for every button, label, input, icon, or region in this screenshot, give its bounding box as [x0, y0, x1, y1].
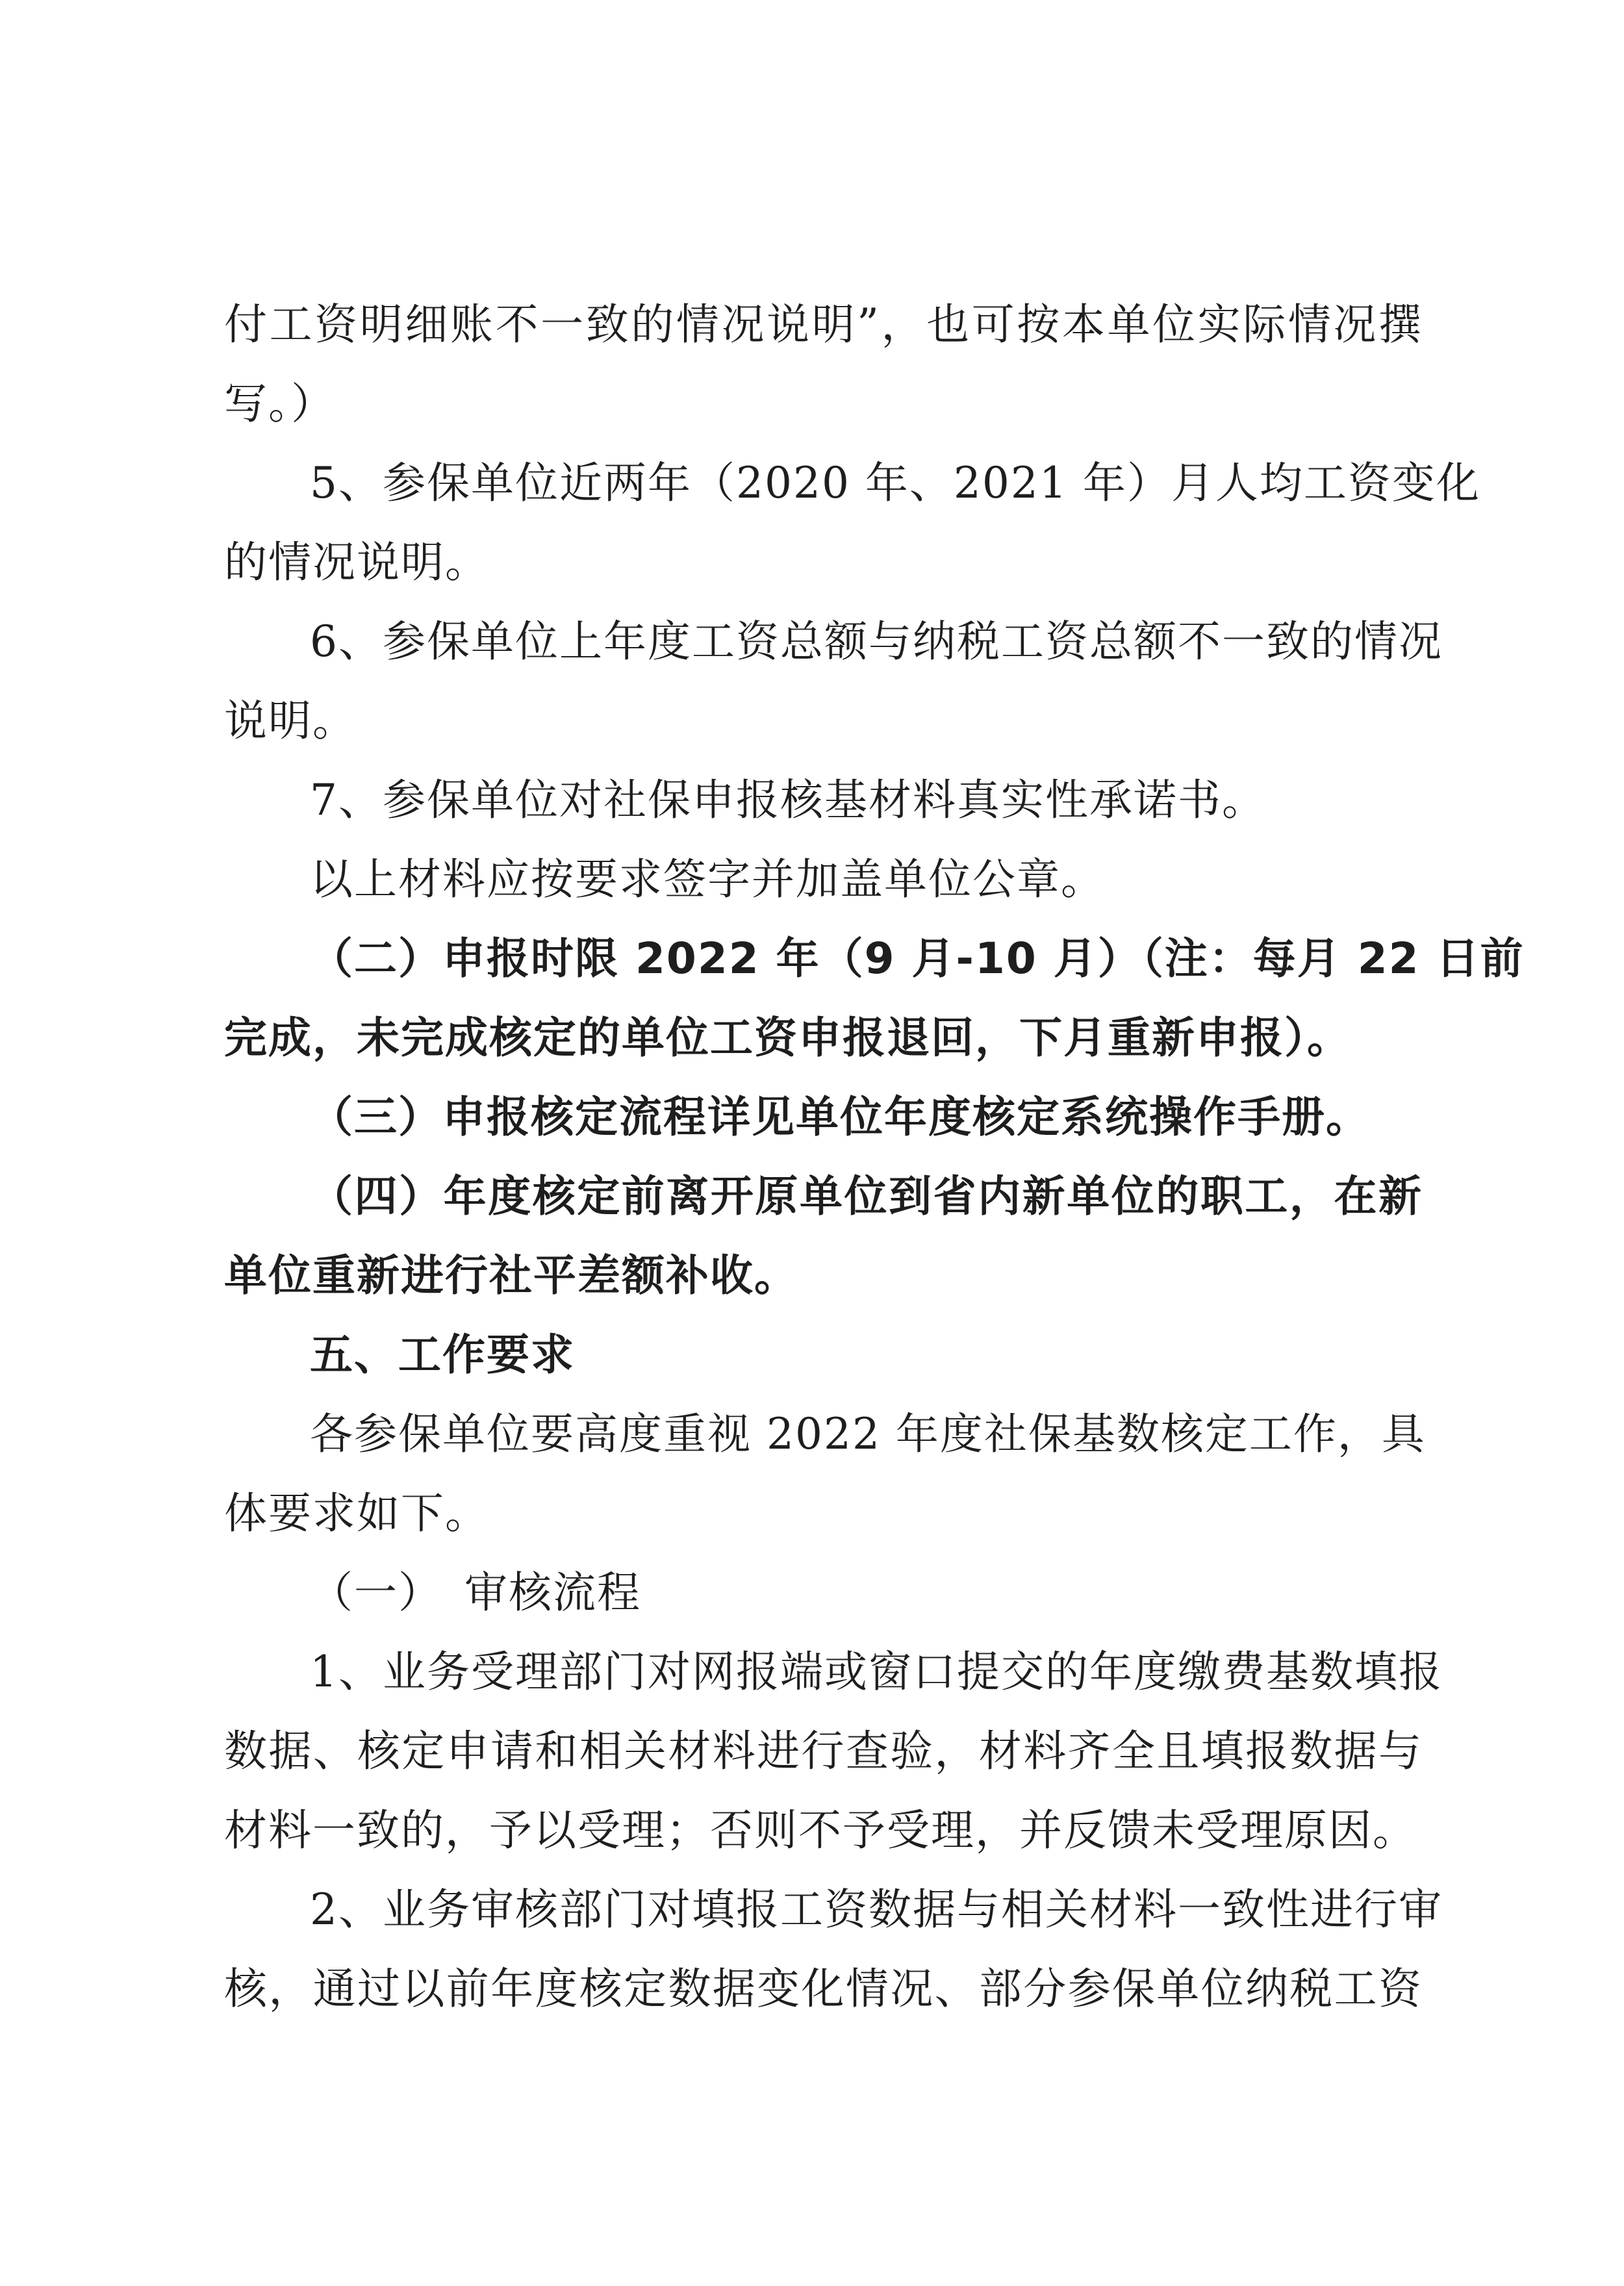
text-line: 说明。 — [224, 696, 357, 746]
section-2-deadline: （二）申报时限 2022 年（9 月-10 月）（注：每月 22 日前 — [310, 933, 1525, 984]
text-line: 材料一致的，予以受理；否则不予受理，并反馈未受理原因。 — [224, 1805, 1417, 1855]
text-line: 单位重新进行社平差额补收。 — [224, 1251, 798, 1301]
section-3-process: （三）申报核定流程详见单位年度核定系统操作手册。 — [310, 1092, 1370, 1142]
list-item-1: 1、业务受理部门对网报端或窗口提交的年度缴费基数填报 — [310, 1647, 1443, 1697]
section-heading-work-requirements: 五、工作要求 — [310, 1330, 575, 1380]
section-4-transfer: （四）年度核定前离开原单位到省内新单位的职工，在新 — [310, 1171, 1423, 1221]
list-item-7: 7、参保单位对社保申报核基材料真实性承诺书。 — [310, 775, 1266, 825]
subheading-review-process — [224, 1564, 1423, 1622]
text-line: 写。） — [224, 379, 335, 429]
text-line: 付工资明细账不一致的情况说明”，也可按本单位实际情况撰 — [224, 299, 1423, 349]
text-line: 以上材料应按要求签字并加盖单位公章。 — [310, 854, 1105, 904]
text-line: 核，通过以前年度核定数据变化情况、部分参保单位纳税工资 — [224, 1964, 1423, 2014]
text-line: 数据、核定申请和相关材料进行查验，材料齐全且填报数据与 — [224, 1726, 1423, 1776]
subheading-number: （一） — [310, 1568, 442, 1618]
text-line: 各参保单位要高度重视 2022 年度社保基数核定工作，具 — [310, 1409, 1426, 1459]
text-line: 体要求如下。 — [224, 1488, 489, 1538]
list-item-2: 2、业务审核部门对填报工资数据与相关材料一致性进行审 — [310, 1885, 1443, 1935]
text-line: 完成，未完成核定的单位工资申报退回，下月重新申报）。 — [224, 1013, 1351, 1063]
list-item-6: 6、参保单位上年度工资总额与纳税工资总额不一致的情况 — [310, 616, 1443, 667]
list-item-5: 5、参保单位近两年（2020 年、2021 年）月人均工资变化 — [310, 458, 1480, 508]
subheading-title: 审核流程 — [464, 1568, 641, 1618]
text-line: 的情况说明。 — [224, 537, 489, 587]
